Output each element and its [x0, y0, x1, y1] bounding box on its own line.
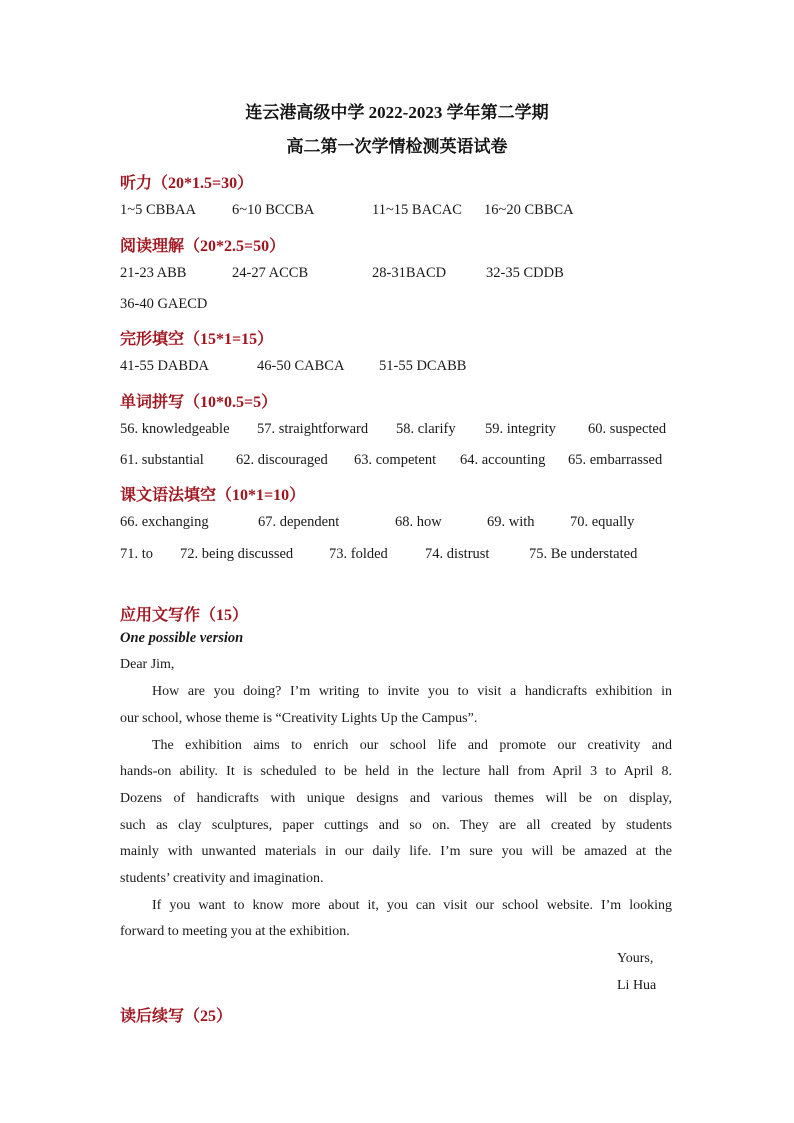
section-heading-cloze: 完形填空（15*1=15）: [120, 331, 274, 348]
letter-line: The exhibition aims to enrich our school life and promote our creativity and: [152, 738, 672, 753]
answer-item: 64. accounting: [460, 452, 546, 468]
answer-group: 24-27 ACCB: [232, 265, 309, 281]
letter-line: students’ creativity and imagination.: [120, 871, 324, 886]
answer-item: 60. suspected: [588, 421, 667, 437]
letter-signature: Li Hua: [617, 978, 657, 993]
writing-version-label: One possible version: [120, 630, 244, 646]
answer-group: 1~5 CBBAA: [120, 202, 196, 218]
document-subtitle: 高二第一次学情检测英语试卷: [286, 137, 508, 156]
letter-line: How are you doing? I’m writing to invite you to visit a handicrafts exhibition in: [152, 684, 672, 699]
letter-line: our school, whose theme is “Creativity Lights Up the Campus”.: [120, 711, 478, 726]
answer-item: 68. how: [395, 514, 442, 530]
answer-group: 21-23 ABB: [120, 265, 187, 281]
letter-line: forward to meeting you at the exhibition.: [120, 924, 350, 939]
answer-item: 73. folded: [329, 546, 388, 562]
answer-item: 59. integrity: [485, 421, 556, 437]
answer-item: 74. distrust: [425, 546, 490, 562]
answer-item: 70. equally: [570, 514, 635, 530]
letter-line: hands-on ability. It is scheduled to be held in the lecture hall from April 3 to April 8.: [120, 764, 672, 779]
section-heading-writing: 应用文写作（15）: [120, 607, 249, 624]
section-heading-continuation: 读后续写（25）: [120, 1008, 233, 1025]
section-heading-spelling: 单词拼写（10*0.5=5）: [120, 394, 278, 411]
letter-closing: Yours,: [617, 951, 654, 966]
answer-item: 61. substantial: [120, 452, 204, 468]
letter-line: If you want to know more about it, you can visit our school website. I’m looking: [152, 898, 672, 913]
answer-group: 51-55 DCABB: [379, 358, 467, 374]
answer-group: 41-55 DABDA: [120, 358, 210, 374]
answer-item: 75. Be understated: [529, 546, 638, 562]
answer-group: 36-40 GAECD: [120, 296, 208, 312]
answer-item: 65. embarrassed: [568, 452, 663, 468]
answer-item: 67. dependent: [258, 514, 340, 530]
answer-group: 16~20 CBBCA: [484, 202, 574, 218]
answer-item: 57. straightforward: [257, 421, 369, 437]
letter-line: mainly with unwanted materials in our daily life. I’m sure you will be amazed at the: [120, 844, 672, 859]
answer-item: 71. to: [120, 546, 154, 562]
answer-item: 69. with: [487, 514, 535, 530]
section-heading-grammar: 课文语法填空（10*1=10）: [120, 487, 306, 504]
answer-group: 11~15 BACAC: [372, 202, 462, 218]
answer-group: 46-50 CABCA: [257, 358, 345, 374]
letter-line: such as clay sculptures, paper cuttings and so on. They are all created by students: [120, 818, 672, 833]
section-heading-reading: 阅读理解（20*2.5=50）: [120, 238, 286, 255]
answer-item: 56. knowledgeable: [120, 421, 230, 437]
answer-item: 58. clarify: [396, 421, 456, 437]
document-title: 连云港高级中学 2022-2023 学年第二学期: [245, 103, 549, 122]
answer-group: 6~10 BCCBA: [232, 202, 315, 218]
answer-item: 62. discouraged: [236, 452, 328, 468]
letter-greeting: Dear Jim,: [120, 657, 175, 672]
section-heading-listening: 听力（20*1.5=30）: [120, 175, 254, 192]
answer-group: 28-31BACD: [372, 265, 447, 281]
answer-item: 66. exchanging: [120, 514, 209, 530]
answer-item: 72. being discussed: [180, 546, 294, 562]
letter-line: Dozens of handicrafts with unique designs and various themes will be on display,: [120, 791, 672, 806]
answer-group: 32-35 CDDB: [486, 265, 564, 281]
answer-item: 63. competent: [354, 452, 437, 468]
